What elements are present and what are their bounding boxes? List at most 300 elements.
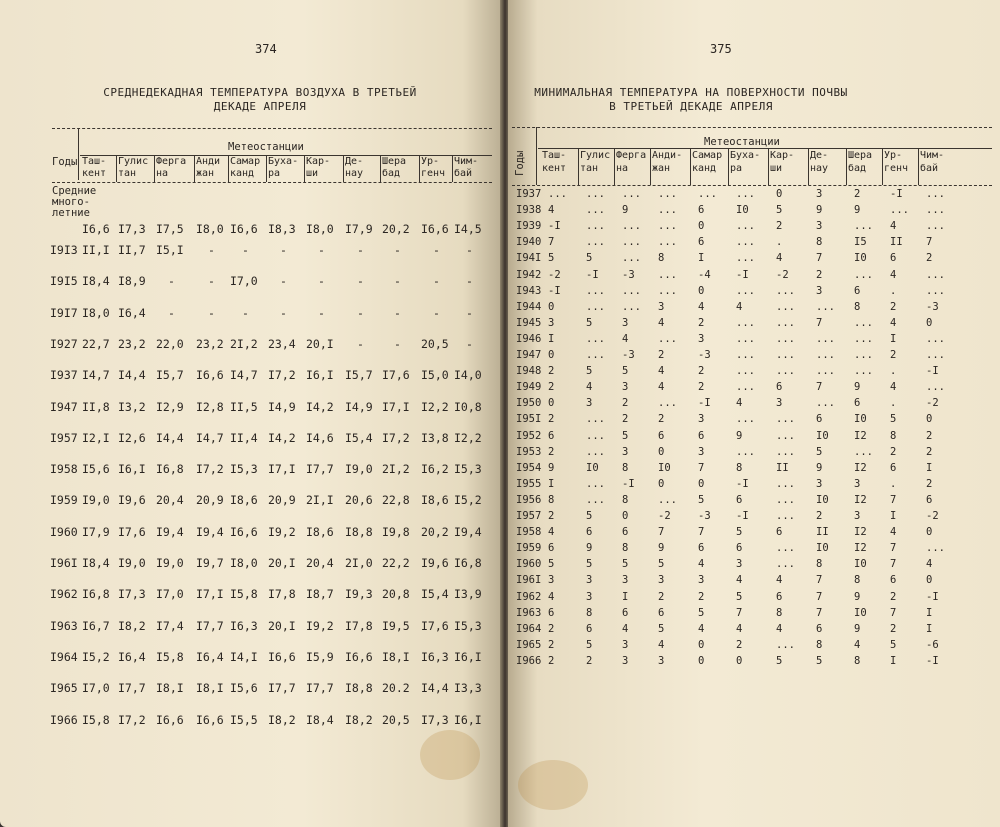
right-table-cell: 4 [736, 300, 743, 313]
left-table-cell: II,8 [82, 399, 110, 414]
left-table-title: СРЕДНЕДЕКАДНАЯ ТЕМПЕРАТУРА ВОЗДУХА В ТРЕТЬЕЙ ДЕКАДЕ АПРЕЛЯ [103, 86, 417, 113]
left-column-header: Де- [345, 156, 364, 167]
right-row-year: I965 [516, 638, 542, 651]
left-table-cell: 2I,I [306, 493, 334, 508]
right-table-cell: I [622, 590, 629, 603]
right-table-cell: 2 [548, 510, 555, 522]
right-table-cell: ... [776, 413, 795, 426]
right-table-cell: 2 [776, 220, 783, 233]
right-table-cell: 6 [658, 606, 665, 619]
right-table-cell: 7 [816, 590, 823, 603]
right-table-cell: ... [658, 188, 677, 200]
right-table-cell: 5 [658, 558, 665, 571]
right-column-header: Де- [810, 150, 829, 161]
right-table-cell: 5 [890, 638, 897, 651]
right-table-cell: 3 [622, 638, 629, 651]
left-table-cell: 20,5 [382, 712, 410, 727]
left-header-group: Метеостанции [228, 141, 304, 153]
left-table-cell: I5,3 [454, 618, 482, 633]
right-table-cell: 2 [926, 252, 933, 265]
left-row-year: I964 [50, 649, 78, 664]
right-table-cell: ... [586, 349, 605, 361]
right-table-cell: -I [926, 590, 939, 603]
right-row-year: I94I [516, 252, 542, 265]
right-table-cell: 6 [736, 493, 743, 506]
column-separator [266, 155, 267, 182]
right-table-cell: 2 [658, 590, 665, 603]
right-table-cell: ... [776, 300, 795, 313]
right-row-year: I959 [516, 542, 542, 555]
right-table-cell: ... [586, 445, 605, 458]
left-table-cell: 20,6 [345, 493, 373, 508]
right-table-cell: 3 [658, 574, 665, 587]
right-table-cell: 7 [816, 316, 823, 329]
right-table-cell: 5 [586, 316, 593, 329]
right-table-cell: 6 [816, 622, 823, 635]
right-table-cell: 2 [816, 510, 823, 522]
right-table-cell: I0 [736, 204, 749, 217]
left-column-header: Анди [196, 156, 221, 167]
right-table-cell: 3 [586, 590, 593, 603]
right-table-cell: -3 [622, 268, 635, 281]
right-table-cell: ... [586, 284, 605, 297]
right-table-cell: ... [926, 332, 945, 345]
left-table-cell: I5,9 [306, 649, 334, 664]
right-table-cell: 4 [586, 381, 593, 394]
left-table-cell: I6,4 [118, 305, 146, 320]
right-table-cell: 7 [816, 574, 823, 587]
left-table-cell: I5,3 [454, 462, 482, 477]
left-table-cell: I3,8 [421, 430, 449, 445]
right-row-year: I957 [516, 510, 542, 522]
left-table-cell: - [357, 336, 364, 351]
right-table-cell: 8 [586, 606, 593, 619]
left-column-header: Буха- [268, 156, 299, 167]
left-row-year: I927 [50, 336, 78, 351]
left-table-cell: I4,7 [196, 430, 224, 445]
right-table-cell: ... [926, 542, 945, 555]
right-table-cell: -I [548, 220, 561, 233]
right-table-cell: 9 [854, 381, 861, 394]
left-table-cell: I7,2 [118, 712, 146, 727]
left-table-cell: I5,7 [345, 368, 373, 383]
right-table-cell: 5 [548, 252, 555, 265]
left-table-cell: 22,7 [82, 336, 110, 351]
right-table-cell: -2 [926, 397, 939, 410]
right-table-cell: 0 [548, 397, 555, 410]
left-table-cell: I5,5 [230, 712, 258, 727]
left-column-header: Ур- [421, 156, 440, 167]
right-table-cell: ... [736, 413, 755, 426]
right-table-cell: 2 [890, 300, 897, 313]
right-row-year: I952 [516, 429, 542, 442]
left-table-cell: 23,4 [268, 336, 296, 351]
left-mean-value: I7,5 [156, 222, 184, 236]
left-table-cell: I8,6 [306, 524, 334, 539]
right-table-cell: 4 [890, 526, 897, 539]
left-table-cell: 20,4 [156, 493, 184, 508]
left-table-cell: I5,7 [156, 368, 184, 383]
right-table-cell: I2 [854, 526, 867, 539]
right-table-cell: 5 [736, 590, 743, 603]
right-table-cell: ... [776, 316, 795, 329]
right-table-cell: ... [854, 332, 873, 345]
right-table-cell: ... [736, 365, 755, 378]
right-table-cell: 4 [890, 316, 897, 329]
left-row-year: I960 [50, 524, 78, 539]
right-table-cell: 9 [622, 204, 629, 217]
right-table-cell: -3 [926, 300, 939, 313]
right-table-cell: 7 [890, 606, 897, 619]
right-table-cell: 3 [854, 477, 861, 490]
right-table-cell: ... [776, 510, 795, 522]
right-table-cell: 9 [586, 542, 593, 555]
left-table-cell: 2I,0 [345, 556, 373, 570]
right-table-cell: ... [776, 284, 795, 297]
left-table-cell: I2,I [82, 430, 110, 445]
right-row-year: I954 [516, 461, 542, 474]
left-table-cell: - [168, 305, 175, 320]
right-table-cell: ... [926, 349, 945, 361]
right-table-cell: 3 [622, 574, 629, 587]
left-table-cell: I4,4 [118, 368, 146, 383]
right-table-cell: 8 [854, 574, 861, 587]
column-separator [228, 155, 229, 182]
right-row-year: I947 [516, 349, 542, 361]
right-table-cell: I [890, 510, 897, 522]
left-table-cell: I4,6 [306, 430, 334, 445]
right-table-cell: 6 [890, 574, 897, 587]
right-table-cell: ... [548, 188, 567, 200]
right-table-cell: 7 [548, 236, 555, 249]
left-table-cell: - [318, 305, 325, 320]
right-table-cell: 5 [586, 252, 593, 265]
right-table-cell: ... [658, 493, 677, 506]
left-row-year: I965 [50, 681, 78, 696]
left-table-cell: I6,6 [196, 368, 224, 383]
right-table-cell: I5 [854, 236, 867, 249]
right-column-header: тан [580, 163, 599, 174]
right-row-year: I939 [516, 220, 542, 233]
left-table-cell: I9,7 [196, 556, 224, 570]
right-table-cell: 3 [622, 654, 629, 667]
left-column-header: на [156, 168, 169, 179]
left-table-cell: I7,I [196, 587, 224, 602]
right-table-cell: 7 [890, 493, 897, 506]
right-table-cell: 6 [854, 397, 861, 410]
right-table-cell: 7 [890, 558, 897, 571]
left-table-cell: I7,7 [306, 681, 334, 696]
right-table-cell: ... [854, 268, 873, 281]
left-mean-value: I7,9 [345, 222, 373, 236]
left-table-cell: - [168, 274, 175, 289]
right-table-cell: 3 [698, 332, 705, 345]
right-column-header: Таш- [542, 150, 567, 161]
right-table-cell: 3 [816, 220, 823, 233]
right-table-cell: 0 [622, 510, 629, 522]
column-separator [116, 155, 117, 182]
left-table-cell: I7,9 [82, 524, 110, 539]
right-table-cell: 7 [816, 381, 823, 394]
left-column-header: Ферга [156, 156, 187, 167]
right-table-cell: 8 [658, 252, 665, 265]
left-table-cell: - [357, 305, 364, 320]
right-row-year: I962 [516, 590, 542, 603]
right-table-cell: ... [776, 349, 795, 361]
right-column-header: генч [884, 163, 909, 174]
right-row-year: I960 [516, 558, 542, 571]
left-table-cell: I7,7 [118, 681, 146, 696]
left-table-cell: I7,3 [118, 587, 146, 602]
right-table-cell: 0 [548, 349, 555, 361]
right-table-cell: I2 [854, 429, 867, 442]
left-table-cell: I6,8 [82, 587, 110, 602]
right-table-cell: 9 [816, 204, 823, 217]
right-row-year: I945 [516, 316, 542, 329]
left-table-cell: I7,4 [156, 618, 184, 633]
right-table-cell: 6 [548, 429, 555, 442]
right-table-cell: ... [622, 188, 641, 200]
right-table-cell: ... [698, 188, 717, 200]
right-row-year: I946 [516, 332, 542, 345]
right-table-cell: 0 [658, 445, 665, 458]
right-table-cell: 3 [658, 654, 665, 667]
right-table-cell: 2 [548, 622, 555, 635]
right-table-cell: 8 [622, 461, 629, 474]
right-table-cell: 7 [890, 542, 897, 555]
right-table-cell: 4 [776, 622, 783, 635]
left-table-cell: I9,4 [156, 524, 184, 539]
right-table-cell: 4 [776, 574, 783, 587]
left-table-cell: I6,6 [156, 712, 184, 727]
right-table-cell: 5 [586, 510, 593, 522]
right-row-year: I955 [516, 477, 542, 490]
left-table-cell: I9,0 [82, 493, 110, 508]
right-table-cell: ... [658, 284, 677, 297]
right-table-cell: ... [658, 204, 677, 217]
left-table-cell: I8,0 [230, 556, 258, 570]
right-table-cell: 2 [698, 590, 705, 603]
left-table-cell: I4,I [230, 649, 258, 664]
right-table-cell: ... [586, 477, 605, 490]
left-table-cell: I2,2 [454, 430, 482, 445]
left-table-cell: I7,7 [268, 681, 296, 696]
right-row-year: I943 [516, 284, 542, 297]
right-table-cell: 6 [854, 284, 861, 297]
right-table-cell: ... [854, 349, 873, 361]
right-row-year: I964 [516, 622, 542, 635]
left-table-cell: I7,2 [268, 368, 296, 383]
left-column-header: тан [118, 168, 137, 179]
right-row-year: I949 [516, 381, 542, 394]
right-table-cell: 5 [698, 493, 705, 506]
left-table-cell: I7,0 [230, 274, 258, 289]
right-table-cell: ... [658, 236, 677, 249]
left-row-year: I937 [50, 368, 78, 383]
right-table-cell: I0 [816, 429, 829, 442]
right-table-cell: ... [854, 445, 873, 458]
left-table-cell: I7,2 [382, 430, 410, 445]
right-table-cell: 3 [854, 510, 861, 522]
left-mean-label: Средние много- летние [52, 185, 97, 219]
left-table-cell: I8,7 [306, 587, 334, 602]
right-table-cell: ... [926, 381, 945, 394]
right-table-cell: 6 [698, 204, 705, 217]
left-table-cell: - [394, 243, 401, 257]
left-table-cell: 20,I [306, 336, 334, 351]
right-table-cell: 4 [622, 332, 629, 345]
right-table-cell: I [890, 332, 897, 345]
left-table-cell: I3,3 [454, 681, 482, 696]
left-column-header: Гулис [118, 156, 149, 167]
right-table-cell: 5 [622, 365, 629, 378]
right-table-cell: ... [622, 236, 641, 249]
right-table-cell: 0 [926, 316, 933, 329]
right-column-header: Анди- [652, 150, 683, 161]
left-table-cell: - [357, 274, 364, 289]
right-table-cell: 0 [698, 477, 705, 490]
left-table-cell: - [466, 305, 473, 320]
right-table-cell: 8 [816, 638, 823, 651]
right-table-cell: 8 [622, 542, 629, 555]
right-table-cell: 7 [816, 606, 823, 619]
left-table-cell: I9,6 [118, 493, 146, 508]
left-table-cell: I5,0 [421, 368, 449, 383]
left-table-cell: I7,0 [82, 681, 110, 696]
left-column-header: Кар- [306, 156, 331, 167]
right-table-cell: 2 [658, 349, 665, 361]
right-table-cell: 6 [622, 606, 629, 619]
right-table-cell: 5 [548, 558, 555, 571]
column-separator [650, 148, 651, 185]
left-table-cell: I4,2 [268, 430, 296, 445]
right-table-cell: -3 [698, 510, 711, 522]
right-table-cell: -I [622, 477, 635, 490]
left-table-cell: I8,4 [306, 712, 334, 727]
right-table-cell: ... [890, 204, 909, 217]
right-column-header: кент [542, 163, 567, 174]
right-table-cell: ... [854, 220, 873, 233]
right-table-cell: 4 [698, 300, 705, 313]
right-row-year: I958 [516, 526, 542, 539]
right-table-cell: 5 [698, 606, 705, 619]
left-table-cell: I4,4 [421, 681, 449, 696]
left-year-header: Годы [52, 156, 78, 168]
left-table-cell: I6,4 [118, 649, 146, 664]
left-column-header: генч [421, 168, 446, 179]
right-table-cell: ... [776, 558, 795, 571]
left-table-cell: I9,4 [196, 524, 224, 539]
column-separator [808, 148, 809, 185]
column-separator [304, 155, 305, 182]
right-table-cell: . [776, 236, 783, 249]
right-column-header: на [616, 163, 629, 174]
right-table-cell: 2 [890, 590, 897, 603]
right-table-cell: ... [736, 316, 755, 329]
right-table-cell: -I [736, 477, 749, 490]
right-row-year: I966 [516, 654, 542, 667]
right-table-cell: 3 [548, 316, 555, 329]
right-table-cell: II [890, 236, 903, 249]
right-table-cell: ... [736, 220, 755, 233]
right-table-cell: 6 [890, 461, 897, 474]
left-table-cell: I4,9 [345, 399, 373, 414]
right-table-cell: 3 [816, 477, 823, 490]
right-table-cell: 2 [698, 316, 705, 329]
right-table-cell: ... [776, 493, 795, 506]
left-table-cell: I5,8 [230, 587, 258, 602]
right-table-cell: 9 [854, 590, 861, 603]
right-table-cell: . [890, 477, 897, 490]
right-table-cell: I [548, 332, 555, 345]
right-column-header: Гулис [580, 150, 611, 161]
left-table-cell: I9,6 [421, 556, 449, 570]
right-table-cell: 2 [548, 413, 555, 426]
right-table-cell: 3 [776, 397, 783, 410]
left-table-cell: I4,0 [454, 368, 482, 383]
left-table-cell: 20,2 [421, 524, 449, 539]
right-table-cell: ... [586, 413, 605, 426]
right-table-title: МИНИМАЛЬНАЯ ТЕМПЕРАТУРА НА ПОВЕРХНОСТИ ПОЧВЫ В ТРЕТЬЕЙ ДЕКАДЕ АПРЕЛЯ [534, 86, 848, 113]
right-table-cell: I0 [816, 493, 829, 506]
left-table-cell: I6,I [306, 368, 334, 383]
right-table-cell: 8 [736, 461, 743, 474]
column-separator [343, 155, 344, 182]
right-table-cell: I [926, 622, 933, 635]
right-table-cell: 8 [622, 493, 629, 506]
left-table-cell: I9,3 [345, 587, 373, 602]
right-table-cell: I2 [854, 493, 867, 506]
right-table-cell: I [926, 606, 933, 619]
right-table-cell: 2 [736, 638, 743, 651]
left-table-cell: I5,6 [82, 462, 110, 477]
right-table-cell: I2 [854, 542, 867, 555]
left-table-cell: I7,6 [421, 618, 449, 633]
left-table-cell: II,I [82, 243, 110, 257]
right-table-cell: 4 [548, 204, 555, 217]
right-table-cell: 2 [548, 654, 555, 667]
left-mean-value: I6,6 [82, 222, 110, 236]
right-table-cell: ... [586, 429, 605, 442]
right-table-cell: 5 [776, 204, 783, 217]
left-table-cell: I4,7 [230, 368, 258, 383]
left-table-cell: 23,2 [118, 336, 146, 351]
left-table-cell: I2,9 [156, 399, 184, 414]
right-table-cell: 9 [736, 429, 743, 442]
right-table-cell: 4 [890, 381, 897, 394]
right-table-cell: ... [776, 638, 795, 651]
left-table-cell: - [466, 243, 473, 257]
left-table-cell: I5,3 [230, 462, 258, 477]
right-table-cell: 3 [622, 445, 629, 458]
right-table-cell: -2 [658, 510, 671, 522]
right-table-cell: 4 [658, 381, 665, 394]
column-separator [380, 155, 381, 182]
left-table-cell: I8,2 [345, 712, 373, 727]
right-table-cell: ... [736, 445, 755, 458]
left-mean-value: I8,3 [268, 222, 296, 236]
right-table-cell: 0 [698, 638, 705, 651]
right-table-cell: 6 [776, 526, 783, 539]
left-column-header: Самар [230, 156, 261, 167]
column-separator [578, 148, 579, 185]
column-separator [882, 148, 883, 185]
left-table-cell: I8,6 [421, 493, 449, 508]
left-table-cell: I4,2 [306, 399, 334, 414]
right-header-group: Метеостанции [704, 136, 780, 148]
right-row-year: I950 [516, 397, 542, 410]
left-table-cell: 20,8 [382, 587, 410, 602]
